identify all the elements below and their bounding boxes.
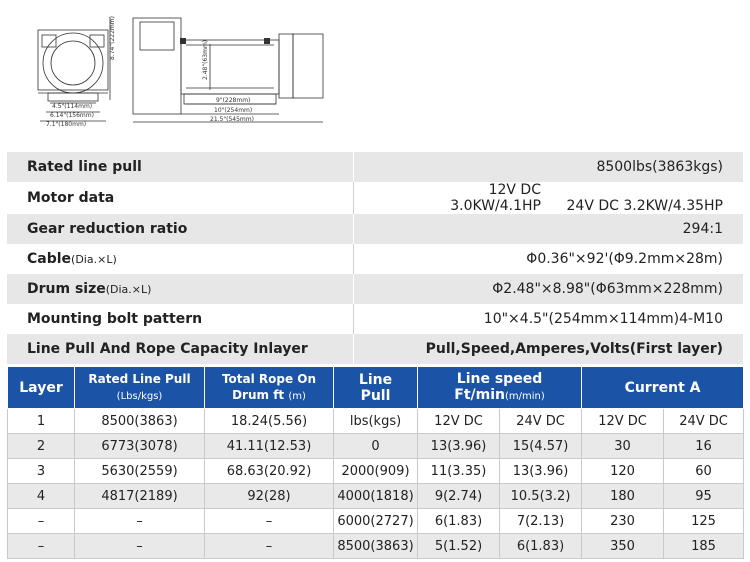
spec-row-cable [7, 244, 743, 274]
perf-body [8, 409, 744, 559]
cell-rated-pull: – [75, 509, 205, 534]
spec-label [7, 244, 354, 274]
cell-total-rope: 41.11(12.53) [205, 434, 334, 459]
cell-current-24v: 125 [664, 509, 744, 534]
front-view-motor [293, 34, 323, 98]
header-total-rope-text-2: Drum ft [232, 387, 285, 402]
table-row [8, 509, 744, 534]
drum-label: Drum size [27, 281, 106, 297]
cell-current-24v: 16 [664, 434, 744, 459]
cell-speed-24v: 13(3.96) [500, 459, 582, 484]
header-total-rope [205, 367, 334, 409]
header-rated-pull-unit: (Lbs/kgs) [116, 390, 163, 402]
header-total-rope-text: Total Rope On [221, 371, 317, 386]
spec-label: Motor data [7, 182, 354, 214]
perf-header-row [8, 367, 744, 409]
spec-table [7, 152, 743, 364]
cell-speed-12v: 12V DC [418, 409, 500, 434]
cell-layer: 3 [8, 459, 75, 484]
cell-current-12v: 230 [582, 509, 664, 534]
cell-total-rope: 68.63(20.92) [205, 459, 334, 484]
spec-row-gear-ratio [7, 214, 743, 244]
header-line-speed-unit: (m/min) [504, 390, 545, 402]
cable-unit: (Dia.×L) [71, 253, 117, 266]
table-row [8, 409, 744, 434]
spec-row-mounting [7, 304, 743, 334]
side-view-drum [43, 33, 103, 93]
cell-speed-24v: 15(4.57) [500, 434, 582, 459]
cell-current-12v: 350 [582, 534, 664, 559]
spec-row-capacity-header [7, 334, 743, 364]
cell-layer: 1 [8, 409, 75, 434]
front-view-drum [181, 40, 279, 94]
cell-layer: 2 [8, 434, 75, 459]
cell-rated-pull: 4817(2189) [75, 484, 205, 509]
cell-speed-24v: 10.5(3.2) [500, 484, 582, 509]
spec-value: Φ2.48"×8.98"(Φ63mm×228mm) [354, 274, 744, 304]
header-line-pull-text: Line [358, 371, 393, 388]
spec-label: Gear reduction ratio [7, 214, 354, 244]
spec-value: Φ0.36"×92'(Φ9.2mm×28m) [354, 244, 744, 274]
dim-21-5: 21.5"(545mm) [210, 116, 254, 123]
cell-line-pull: 2000(909) [334, 459, 418, 484]
table-row [8, 534, 744, 559]
cell-line-pull: lbs(kgs) [334, 409, 418, 434]
cell-total-rope: 18.24(5.56) [205, 409, 334, 434]
drum-unit: (Dia.×L) [105, 283, 152, 296]
cell-layer: – [8, 509, 75, 534]
cell-speed-12v: 5(1.52) [418, 534, 500, 559]
header-total-rope-unit: (m) [288, 390, 306, 402]
header-line-speed-text: Line speed [456, 370, 543, 387]
cable-label: Cable [27, 251, 72, 267]
cell-layer: 4 [8, 484, 75, 509]
cell-current-24v: 95 [664, 484, 744, 509]
motor-12v: 12V DC 3.0KW/4.1HP [450, 182, 541, 214]
cell-current-12v: 12V DC [582, 409, 664, 434]
cell-speed-12v: 13(3.96) [418, 434, 500, 459]
cell-speed-24v: 6(1.83) [500, 534, 582, 559]
cell-current-12v: 30 [582, 434, 664, 459]
dim-4-5: 4.5"(114mm) [52, 103, 93, 110]
cell-speed-12v: 6(1.83) [418, 509, 500, 534]
side-view-body [38, 30, 108, 90]
cell-current-24v: 24V DC [664, 409, 744, 434]
cell-speed-24v: 7(2.13) [500, 509, 582, 534]
spec-label: Mounting bolt pattern [7, 304, 354, 334]
cell-current-12v: 180 [582, 484, 664, 509]
spec-value: 10"×4.5"(254mm×114mm)4-M10 [354, 304, 744, 334]
spec-row-motor-data [7, 182, 743, 214]
cell-total-rope: – [205, 534, 334, 559]
dim-drum-dia: 2.48"(63mm) [202, 39, 209, 80]
cell-line-pull: 8500(3863) [334, 534, 418, 559]
cell-total-rope: – [205, 509, 334, 534]
dim-9: 9"(228mm) [216, 97, 251, 104]
header-line-speed [418, 367, 582, 409]
cell-layer: – [8, 534, 75, 559]
spec-row-drum-size [7, 274, 743, 304]
cell-line-pull: 0 [334, 434, 418, 459]
spec-value: Pull,Speed,Amperes,Volts(First layer) [354, 334, 744, 364]
dim-10: 10"(254mm) [214, 107, 253, 114]
spec-value: 8500lbs(3863kgs) [354, 152, 744, 182]
cell-speed-24v: 24V DC [500, 409, 582, 434]
cell-total-rope: 92(28) [205, 484, 334, 509]
table-row [8, 484, 744, 509]
cell-line-pull: 6000(2727) [334, 509, 418, 534]
cell-rated-pull: 6773(3078) [75, 434, 205, 459]
cell-current-12v: 120 [582, 459, 664, 484]
table-row [8, 434, 744, 459]
dim-7-1: 7.1"(180mm) [46, 121, 87, 128]
performance-table [7, 366, 744, 559]
spec-label: Line Pull And Rope Capacity Inlayer [7, 334, 354, 364]
spec-value [354, 182, 744, 214]
cell-current-24v: 185 [664, 534, 744, 559]
dim-6-14: 6.14"(156mm) [50, 112, 94, 119]
motor-24v: 24V DC 3.2KW/4.35HP [566, 198, 723, 214]
header-rated-pull [75, 367, 205, 409]
header-line-pull [334, 367, 418, 409]
header-rated-pull-text: Rated Line Pull [88, 371, 191, 386]
dim-height: 8.74"(222mm) [109, 16, 116, 60]
cell-speed-12v: 9(2.74) [418, 484, 500, 509]
cell-speed-12v: 11(3.35) [418, 459, 500, 484]
cell-current-24v: 60 [664, 459, 744, 484]
spec-label: Rated line pull [7, 152, 354, 182]
header-line-pull-text-2: Pull [360, 387, 391, 404]
winch-drawing-svg [0, 0, 750, 150]
table-row [8, 459, 744, 484]
spec-label [7, 274, 354, 304]
cell-rated-pull: 5630(2559) [75, 459, 205, 484]
header-line-speed-text-2: Ft/min [454, 386, 505, 403]
header-layer: Layer [8, 367, 75, 409]
cell-rated-pull: 8500(3863) [75, 409, 205, 434]
winch-drawing [0, 0, 750, 150]
cell-line-pull: 4000(1818) [334, 484, 418, 509]
header-current: Current A [582, 367, 744, 409]
spec-value: 294:1 [354, 214, 744, 244]
spec-row-rated-line-pull [7, 152, 743, 182]
cell-rated-pull: – [75, 534, 205, 559]
